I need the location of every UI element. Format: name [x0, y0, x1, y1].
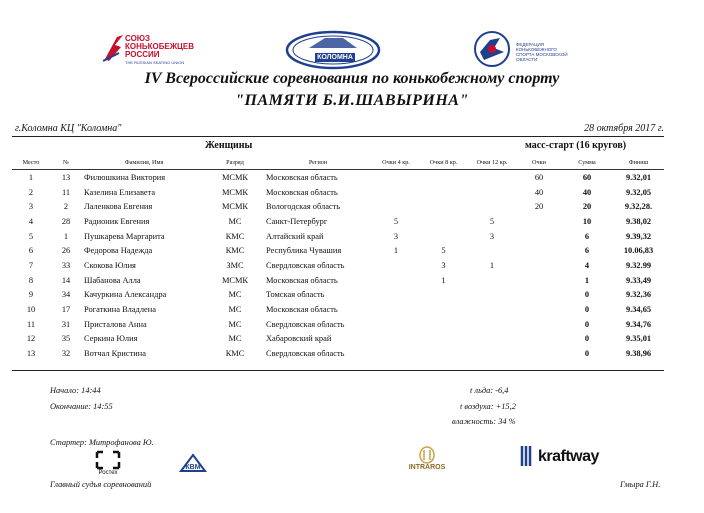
- cell-finish: 9.39,32: [625, 231, 652, 241]
- results-table: [12, 156, 664, 361]
- cell-points-4: 1: [393, 246, 399, 256]
- cell-points-8: [420, 214, 467, 229]
- cell-points: [517, 332, 561, 347]
- cell-points-12: 5: [489, 216, 495, 226]
- cell-name: Лаленкова Евгения: [84, 202, 153, 212]
- cell-region: Московская область: [266, 305, 338, 315]
- cell-sum: 0: [584, 349, 590, 359]
- cell-finish: 9.32,01: [625, 172, 652, 182]
- cell-points-4: [372, 199, 420, 214]
- cell-region: Московская область: [266, 172, 338, 182]
- cell-points-4: [372, 258, 420, 273]
- cell-finish: 9.32.99: [625, 260, 652, 270]
- cell-points-8: [420, 288, 467, 303]
- cell-points-12: [467, 288, 517, 303]
- table-row: [12, 214, 664, 229]
- cell-finish: 9.33,49: [625, 275, 652, 285]
- cell-place: 10: [26, 305, 36, 315]
- cell-points-8: 5: [441, 246, 446, 256]
- table-row: [12, 185, 664, 200]
- cell-name: Шабанова Алла: [84, 275, 141, 285]
- cell-number: 31: [61, 319, 71, 329]
- chief-judge-label: Главный судья соревнований: [50, 480, 152, 489]
- cell-sum: 10: [582, 216, 592, 226]
- cell-points: 40: [534, 187, 544, 197]
- end-time: Окончание: 14:55: [50, 402, 113, 411]
- cell-points: [517, 258, 561, 273]
- cell-points: [517, 346, 561, 361]
- cell-name: Казелина Елизавета: [84, 187, 156, 197]
- cell-points: [517, 229, 561, 244]
- cell-sum: 4: [584, 260, 590, 270]
- cell-points-8: 1: [441, 275, 446, 285]
- cell-place: 8: [28, 275, 34, 285]
- table-row: [12, 302, 664, 317]
- svg-text:КВМ: КВМ: [185, 464, 201, 471]
- table-row: [12, 258, 664, 273]
- table-row: [12, 346, 664, 361]
- cell-points-12: 3: [489, 231, 495, 241]
- cell-rank: МСМК: [221, 275, 249, 285]
- cell-rank: КМС: [225, 349, 245, 359]
- cell-region: Свердловская область: [266, 260, 345, 270]
- cell-finish: 9.38,96: [625, 349, 652, 359]
- cell-region: Свердловская область: [266, 349, 345, 359]
- col-points-4: Очки 4 кр.: [372, 156, 420, 170]
- cell-points-4: [372, 302, 420, 317]
- cell-number: 11: [61, 187, 71, 197]
- cell-region: Алтайский край: [266, 231, 324, 241]
- cell-number: 2: [63, 202, 69, 212]
- skating-union-logo: СОЮЗ КОНЬКОБЕЖЦЕВ РОССИИ THE RUSSIAN SKATING UNION: [103, 33, 223, 67]
- table-row: [12, 199, 664, 214]
- cell-place: 2: [28, 187, 34, 197]
- cell-region: Свердловская область: [266, 319, 345, 329]
- cell-rank: МСМК: [221, 187, 249, 197]
- cell-points-8: [420, 229, 467, 244]
- event-title: IV Всероссийские соревнования по конькобежному спорту: [144, 70, 560, 87]
- cell-points-12: [467, 346, 517, 361]
- cell-points-8: [420, 185, 467, 200]
- col-region: Регион: [264, 156, 372, 170]
- cell-points-4: 5: [393, 216, 399, 226]
- cell-sum: 6: [584, 231, 590, 241]
- col-points: Очки: [517, 156, 561, 170]
- cell-points-12: [467, 243, 517, 258]
- cell-points: [517, 288, 561, 303]
- federation-logo: ФЕДЕРАЦИЯ КОНЬКОБЕЖНОГО СПОРТА МОСКОВСКОЙ ОБЛАСТИ: [470, 30, 570, 68]
- rostec-logo: Ростех: [95, 450, 121, 476]
- cell-points: 60: [534, 172, 544, 182]
- cell-rank: МСМК: [221, 202, 249, 212]
- cell-rank: МСМК: [221, 172, 249, 182]
- cell-number: 32: [61, 349, 71, 359]
- cell-place: 12: [26, 334, 36, 344]
- cell-sum: 60: [582, 172, 592, 182]
- col-name: Фамилия, Имя: [82, 156, 206, 170]
- cell-number: 1: [63, 231, 69, 241]
- table-row: [12, 243, 664, 258]
- cell-region: Хабаровский край: [266, 334, 332, 344]
- kraftway-logo: kraftway: [518, 444, 608, 470]
- cell-points-8: [420, 317, 467, 332]
- event-subtitle: "ПАМЯТИ Б.И.ШАВЫРИНА": [235, 92, 469, 109]
- cell-place: 1: [28, 172, 34, 182]
- cell-name: Скокова Юлия: [84, 260, 136, 270]
- col-sum: Сумма: [561, 156, 613, 170]
- cell-number: 14: [61, 275, 71, 285]
- table-row: [12, 229, 664, 244]
- cell-sum: 40: [582, 187, 592, 197]
- cell-points-12: [467, 199, 517, 214]
- cell-place: 4: [28, 216, 34, 226]
- cell-place: 5: [28, 231, 34, 241]
- rostec-icon: [95, 450, 121, 470]
- cell-points-12: 1: [489, 260, 495, 270]
- cell-points-4: 3: [393, 231, 399, 241]
- cell-finish: 9.32,28.: [624, 202, 653, 212]
- cell-name: Рогаткина Владлена: [84, 305, 156, 315]
- table-row: [12, 288, 664, 303]
- kvm-logo: [179, 453, 207, 473]
- venue: г.Коломна КЦ "Коломна": [15, 123, 122, 134]
- cell-points-8: [420, 346, 467, 361]
- humidity: влажность: 34 %: [452, 417, 516, 426]
- cell-points-12: [467, 185, 517, 200]
- cell-finish: 9.32,36: [625, 290, 652, 300]
- table-row: [12, 170, 664, 185]
- table-row: [12, 317, 664, 332]
- cell-sum: 1: [584, 275, 590, 285]
- intraros-logo: INTRAROS: [397, 446, 457, 474]
- cell-number: 33: [61, 260, 71, 270]
- cell-finish: 9.32,05: [625, 187, 652, 197]
- cell-name: Присталова Анна: [84, 319, 147, 329]
- cell-finish: 10.06,83: [623, 246, 654, 256]
- cell-region: Республика Чувашия: [266, 246, 342, 256]
- cell-rank: МС: [228, 334, 242, 344]
- cell-rank: МС: [228, 216, 242, 226]
- cell-finish: 9.38,02: [625, 216, 652, 226]
- col-finish: Финиш: [613, 156, 664, 170]
- cell-points: [517, 214, 561, 229]
- cell-name: Серкина Юлия: [84, 334, 138, 344]
- cell-points-8: [420, 199, 467, 214]
- kolomna-logo: КОЛОМНА: [285, 30, 381, 70]
- cell-name: Радионик Евгения: [84, 216, 150, 226]
- chief-judge-name: Гмыра Г.Н.: [620, 480, 661, 489]
- cell-number: 13: [61, 172, 71, 182]
- starter: Стартер: Митрофанова Ю.: [50, 438, 154, 447]
- cell-finish: 9.34,76: [625, 319, 652, 329]
- col-number: №: [50, 156, 82, 170]
- cell-points-4: [372, 317, 420, 332]
- header-divider: [12, 136, 664, 137]
- col-points-12: Очки 12 кр.: [467, 156, 517, 170]
- cell-region: Московская область: [266, 187, 338, 197]
- cell-rank: КМС: [225, 246, 245, 256]
- air-temperature: t воздуха: +15,2: [460, 402, 516, 411]
- cell-number: 26: [61, 246, 71, 256]
- cell-points-4: [372, 332, 420, 347]
- cell-points-4: [372, 273, 420, 288]
- cell-name: Пушкарева Маргарита: [84, 231, 165, 241]
- cell-region: Московская область: [266, 275, 338, 285]
- ice-temperature: t льда: -6,4: [470, 386, 509, 395]
- cell-number: 17: [61, 305, 71, 315]
- cell-rank: МС: [228, 290, 242, 300]
- cell-points-12: [467, 332, 517, 347]
- cell-name: Качуркина Александра: [84, 290, 167, 300]
- cell-rank: МС: [228, 319, 242, 329]
- cell-points-12: [467, 170, 517, 185]
- cell-points-12: [467, 273, 517, 288]
- cell-finish: 9.34,65: [625, 305, 652, 315]
- cell-points: [517, 273, 561, 288]
- col-points-8: Очки 8 кр.: [420, 156, 467, 170]
- table-row: [12, 273, 664, 288]
- event-date: 28 октября 2017 г.: [584, 123, 664, 134]
- cell-points-8: [420, 332, 467, 347]
- cell-points: [517, 243, 561, 258]
- cell-sum: 0: [584, 334, 590, 344]
- table-row: [12, 332, 664, 347]
- cell-points-4: [372, 185, 420, 200]
- cell-points-8: [420, 170, 467, 185]
- cell-points-4: [372, 170, 420, 185]
- cell-rank: МС: [228, 305, 242, 315]
- cell-sum: 0: [584, 290, 590, 300]
- cell-name: Филюшкина Виктория: [84, 172, 166, 182]
- cell-name: Федорова Надежда: [84, 246, 153, 256]
- cell-number: 34: [61, 290, 71, 300]
- cell-place: 6: [28, 246, 34, 256]
- cell-sum: 20: [582, 202, 592, 212]
- table-header-row: [12, 156, 664, 170]
- cell-region: Томская область: [266, 290, 325, 300]
- cell-points: 20: [534, 202, 544, 212]
- skater-icon: [103, 33, 125, 63]
- cell-place: 13: [26, 349, 36, 359]
- cell-number: 28: [61, 216, 71, 226]
- cell-place: 3: [28, 202, 34, 212]
- cell-points: [517, 317, 561, 332]
- cell-place: 11: [26, 319, 36, 329]
- group-label: Женщины: [205, 140, 253, 151]
- cell-points-4: [372, 288, 420, 303]
- start-time: Начало: 14:44: [50, 386, 101, 395]
- cell-points: [517, 302, 561, 317]
- cell-rank: КМС: [225, 231, 245, 241]
- cell-sum: 0: [584, 319, 590, 329]
- cell-sum: 6: [584, 246, 590, 256]
- cell-finish: 9.35,01: [625, 334, 652, 344]
- cell-points-12: [467, 317, 517, 332]
- col-place: Место: [12, 156, 50, 170]
- col-rank: Разряд: [206, 156, 264, 170]
- cell-rank: ЗМС: [226, 260, 244, 270]
- cell-points-4: [372, 346, 420, 361]
- cell-points-8: [420, 302, 467, 317]
- cell-points-8: 3: [441, 260, 446, 270]
- cell-region: Санкт-Петербург: [266, 216, 328, 226]
- cell-region: Вологодская область: [266, 202, 341, 212]
- distance-label: масс-старт (16 кругов): [525, 140, 627, 151]
- cell-number: 35: [61, 334, 71, 344]
- cell-sum: 0: [584, 305, 590, 315]
- cell-place: 7: [28, 260, 34, 270]
- cell-place: 9: [28, 290, 34, 300]
- cell-name: Вотчал Кристина: [84, 349, 146, 359]
- table-bottom-divider: [12, 370, 664, 371]
- cell-points-12: [467, 302, 517, 317]
